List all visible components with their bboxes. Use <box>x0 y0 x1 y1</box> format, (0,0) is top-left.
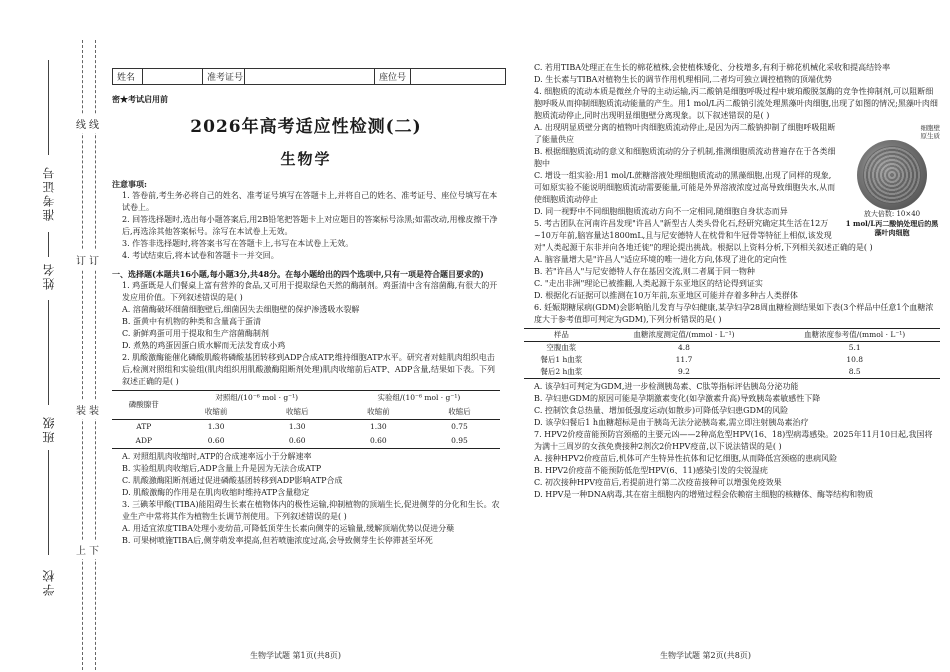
table-header: 样品 <box>524 329 599 342</box>
table-header: 收缩后 <box>448 407 471 416</box>
table-header: 收缩前 <box>367 407 390 416</box>
option-b[interactable]: B. HPV2价疫苗不能预防低危型HPV(6、11)感染引发的尖锐湿疣 <box>534 466 768 475</box>
right-column <box>524 62 940 501</box>
option-d[interactable]: D. 生长素与TIBA对植物生长的调节作用机理相同,二者均可独立调控植物的顶端优势 <box>534 75 832 84</box>
table-header: 血糖浓度测定值/(mmol · L⁻¹) <box>599 329 770 342</box>
option-b[interactable]: B. 根据细胞质流动的意义和细胞质流动的分子机制,推测细胞质流动普遍存在于各类细胞中 <box>534 147 836 168</box>
cut-mark: 装 <box>89 400 99 419</box>
seat-label: 座位号 <box>375 69 411 84</box>
question-stem: 1. 鸡蛋既是人们餐桌上富有营养的食品,又可用于提取绿色天然的酶制剂。鸡蛋清中含有溶菌酶,有很大的开发应用价值。下列叙述错误的是( ) <box>122 281 498 302</box>
option-c[interactable]: C. 新鲜鸡蛋可用于提取和生产溶菌酶制剂 <box>122 329 269 338</box>
table-cell: 8.5 <box>769 366 940 379</box>
name-blank[interactable] <box>48 232 49 257</box>
cut-mark: 订 <box>76 250 86 269</box>
exam-no-field[interactable] <box>245 69 375 84</box>
name-label: 姓名 <box>42 262 56 290</box>
question-stem: 3. 三碘苯甲酸(TIBA)能阻碍生长素在植物体内的极性运输,抑制植物的顶端生长,促进侧芽的分化和生长。农业生产中常将其作为植物生长调节剂使用。下列叙述错误的是( ) <box>122 500 500 521</box>
secret-mark: 密★考试启用前 <box>112 94 168 104</box>
note-item: 3. 作答非选择题时,将答案书写在答题卡上,书写在本试卷上无效。 <box>122 239 354 248</box>
class-label: 班级 <box>42 415 56 443</box>
glucose-table <box>524 328 940 379</box>
school-label: 学校 <box>42 568 56 596</box>
school-blank[interactable] <box>48 450 49 555</box>
seat-field[interactable] <box>411 69 505 84</box>
table-cell: 0.95 <box>419 434 500 449</box>
magnification-text: 放大倍数: 10×40 <box>863 210 921 218</box>
cell-micrograph <box>857 140 927 210</box>
option-b[interactable]: B. 孕妇患GDM的原因可能是孕期激素变化(如孕激素升高)导致胰岛素敏感性下降 <box>534 394 821 403</box>
class-blank[interactable] <box>48 300 49 405</box>
option-a[interactable]: A. 接种HPV2价疫苗后,机体可产生特异性抗体和记忆细胞,从而降低宫颈癌的患病风险 <box>534 454 838 463</box>
table-cell: 9.2 <box>599 366 770 379</box>
option-a[interactable]: A. 对照组肌肉收缩时,ATP的合成速率远小于分解速率 <box>122 452 312 461</box>
figure-caption: 1 mol/L丙二酸钠处理后的黑藻叶肉细胞 <box>845 219 939 237</box>
table-cell: 空腹血浆 <box>546 343 577 352</box>
table-cell: 1.30 <box>338 420 419 435</box>
atp-table <box>112 390 500 449</box>
table-cell: 11.7 <box>675 355 693 364</box>
left-column <box>112 178 500 547</box>
option-d[interactable]: D. 肌酸激酶的作用是在肌肉收缩时维持ATP含量稳定 <box>122 488 310 497</box>
page-footer-left: 生物学试题 第1页(共8页) <box>250 651 341 660</box>
cut-mark: 订 <box>89 250 99 269</box>
protoplast-label: 原生质 <box>920 132 940 140</box>
option-d[interactable]: D. 该孕妇餐后1 h血糖超标是由于胰岛无法分泌胰岛素,需立即注射胰岛素治疗 <box>534 418 809 427</box>
page-title: 2026年高考适应性检测(二) <box>190 117 422 137</box>
cut-mark: 装 <box>76 400 86 419</box>
note-item: 1. 答卷前,考生务必将自己的姓名、准考证号填写在答题卡上,并将自己的姓名、准考证号、座位号填写在本试卷上。 <box>122 191 498 212</box>
option-b[interactable]: B. 若"许昌人"与尼安德特人存在基因交流,则二者属于同一物种 <box>534 267 755 276</box>
question-stem: 6. 妊娠期糖尿病(GDM)会影响胎儿发育与孕妇健康,某孕妇孕28周血糖检测结果如下表(3个样品中任意1个血糖浓度大于参考值即可判定为GDM),下列分析错误的是( ) <box>534 303 934 324</box>
table-header: 实验组/(10⁻⁶ mol · g⁻¹) <box>338 391 500 406</box>
exam-no-blank[interactable] <box>48 60 49 155</box>
subject-title: 生物学 <box>280 150 332 168</box>
cut-mark: 线 <box>89 114 99 133</box>
table-cell: 0.60 <box>176 434 257 449</box>
question-stem: 5. 考古团队在河南许昌发现"许昌人"新型古人类头骨化石,经研究确定其生活在12万~10万年前,脑容量达1800mL,且与尼安德特人在枕骨和牛冠骨等特征上相似,该发现对"人类起源于东非并向各地迁徙"的理论提出挑战。根据以上资料分析,下列相关叙述正确的是( ) <box>534 219 873 252</box>
table-header: 收缩后 <box>285 407 309 416</box>
option-b[interactable]: B. 蛋黄中有机物的种类和含量高于蛋清 <box>122 317 261 326</box>
option-d[interactable]: D. 同一视野中不同细胞细胞质流动方向不一定相同,随细胞自身状态而异 <box>534 207 788 216</box>
option-c[interactable]: C. "走出非洲"理论已被推翻,人类起源于东亚地区的结论得到证实 <box>534 279 763 288</box>
table-cell: 0.60 <box>257 434 338 449</box>
option-a[interactable]: A. 该孕妇可判定为GDM,进一步检测胰岛素、C肽等指标评估胰岛分泌功能 <box>534 382 799 391</box>
candidate-info-bar <box>112 68 506 85</box>
exam-no-label: 准考证号 <box>42 165 56 221</box>
page-footer-right: 生物学试题 第2页(共8页) <box>660 651 751 660</box>
cell-figure <box>844 124 940 237</box>
table-header: 血糖浓度参考值/(mmol · L⁻¹) <box>769 329 940 342</box>
table-header: 对照组/(10⁻⁶ mol · g⁻¹) <box>176 391 338 406</box>
option-d[interactable]: D. 煮熟的鸡蛋因蛋白质水解而无法发育成小鸡 <box>122 341 286 350</box>
option-a[interactable]: A. 溶菌酶破坏细菌细胞壁后,细菌因失去细胞壁的保护渗透吸水裂解 <box>122 305 360 314</box>
binding-gutter <box>0 0 112 672</box>
table-cell: 4.8 <box>678 343 690 352</box>
cut-mark: 上 <box>76 540 86 559</box>
table-cell: ADP <box>112 434 176 449</box>
table-cell: 10.8 <box>846 355 864 364</box>
option-d[interactable]: D. 根据化石证据可以推测在10万年前,东亚地区可能并存着多种古人类群体 <box>534 291 798 300</box>
option-a[interactable]: A. 脑容量增大是"许昌人"适应环境的唯一进化方向,体现了进化的定向性 <box>534 255 787 264</box>
table-header: 磷酸腺苷 <box>112 391 176 420</box>
cut-line-dashed <box>95 40 96 670</box>
option-b[interactable]: B. 可果树喷施TIBA后,侧芽萌发率提高,但若喷施浓度过高,会导致侧芽生长停滞甚至坏死 <box>122 536 433 545</box>
section-heading: 一、选择题(本题共16小题,每小题3分,共48分。在每小题给出的四个选项中,只有一项是符合题目要求的) <box>112 269 484 279</box>
exam-no-label: 准考证号 <box>203 69 245 84</box>
question-stem: 7. HPV2价疫苗能预防宫颈癌的主要元凶——2种高危型HPV(16、18)型病毒感染。2025年11月10日起,我国将为满十三周岁的女孩免费接种2剂次2价HPV疫苗,以下说法错误的是( ) <box>534 430 933 451</box>
name-field[interactable] <box>143 69 203 84</box>
table-header: 收缩前 <box>204 407 228 416</box>
table-cell: 0.75 <box>419 420 500 435</box>
option-c[interactable]: C. 初次接种HPV疫苗后,若提前进行第二次疫苗接种可以增强免疫效果 <box>534 478 782 487</box>
note-item: 2. 回答选择题时,选出每小题答案后,用2B铅笔把答题卡上对应题目的答案标号涂黑;如需改动,用橡皮擦干净后,再选涂其他答案标号。涂写在本试卷上无效。 <box>122 215 498 236</box>
cut-line-dashed <box>82 40 83 670</box>
table-cell: 餐后2 h血浆 <box>524 366 599 379</box>
option-c[interactable]: C. 肌酸激酶阻断剂通过促进磷酸基团转移到ADP影响ATP合成 <box>122 476 343 485</box>
cut-mark: 下 <box>89 540 99 559</box>
cut-mark: 线 <box>76 114 86 133</box>
option-c[interactable]: C. 控制饮食总热量、增加低强度运动(如散步)可降低孕妇患GDM的风险 <box>534 406 789 415</box>
table-cell: 0.60 <box>338 434 419 449</box>
table-cell: 1.30 <box>176 420 257 435</box>
option-d[interactable]: D. HPV是一种DNA病毒,其在宿主细胞内的增殖过程会依赖宿主细胞的核糖体、酶等结构和物质 <box>534 490 874 499</box>
option-a[interactable]: A. 用适宜浓度TIBA处理小麦幼苗,可降低顶芽生长素向侧芽的运输量,缓解顶端优势以促进分蘖 <box>122 524 455 533</box>
option-c[interactable]: C. 若用TIBA处理正在生长的棉花植株,会使植株矮化、分枝增多,有利于棉花机械化采收和提高结铃率 <box>534 63 891 72</box>
note-item: 4. 考试结束后,将本试卷和答题卡一并交回。 <box>122 251 279 260</box>
notes-title: 注意事项: <box>112 179 147 189</box>
table-cell: 餐后1 h血浆 <box>540 355 583 364</box>
cell-wall-label: 细胞壁 <box>920 124 940 132</box>
table-cell: 1.30 <box>257 420 338 435</box>
table-cell: 5.1 <box>848 343 861 352</box>
question-stem: 4. 细胞质的流动本质是微丝介导的主动运输,丙二酸钠是细胞呼吸过程中琥珀酸脱氢酶的竞争性抑制剂,可以阻断细胞呼吸从而抑制细胞质流动能量的产生。用1 mol/L丙二酸钠引流处理黑藻叶肉细胞,出现了如图的情况;黑藻叶肉细胞质流动停止,同时出现明显细胞壁分离现象。以下叙述错误的是( ) <box>534 87 938 120</box>
table-cell: ATP <box>112 420 176 435</box>
question-stem: 2. 肌酸激酶能催化磷酸肌酸将磷酸基团转移到ADP合成ATP,维持细胞ATP水平。研究者对蛙肌肉组织电击后,检测对照组和实验组(肌肉组织用肌酸激酶阻断剂处理)肌肉收缩前后ATP、ADP含量,结果如下表。下列叙述正确的是( ) <box>122 353 495 386</box>
name-label: 姓名 <box>113 69 143 84</box>
option-a[interactable]: A. 出现明显质壁分离的植物叶肉细胞质流动停止,是因为丙二酸钠抑制了细胞呼吸阻断了能量供应 <box>534 123 836 144</box>
option-c[interactable]: C. 增设一组实验:用1 mol/L蔗糖溶液处理细胞质流动的黑藻细胞,出现了同样的现象,可如原实验不能说明细胞质流动需要能量,可能是外界溶液浓度过高导致细胞失水,从而使细胞质流动停止 <box>534 171 836 204</box>
option-b[interactable]: B. 实验组肌肉收缩后,ADP含量上升是因为无法合成ATP <box>122 464 322 473</box>
